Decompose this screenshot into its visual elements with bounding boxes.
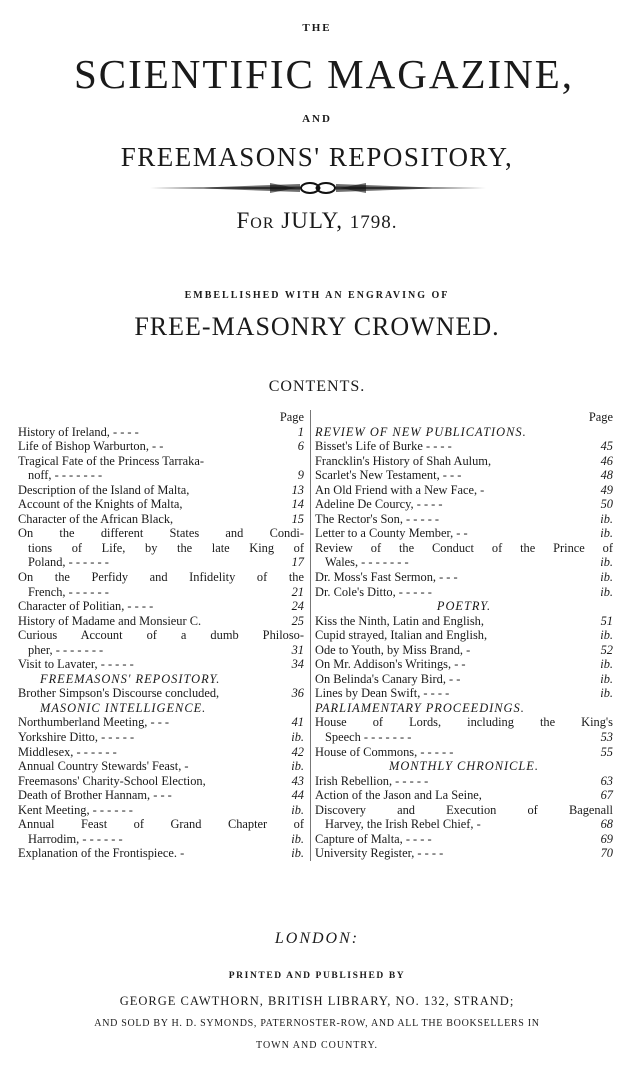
contents-entry (18, 439, 304, 454)
entry-page-number: ib. (600, 526, 613, 541)
entry-page-number: 24 (291, 599, 304, 614)
entry-title: Bisset's Life of Burke - - - - (315, 439, 452, 454)
entry-page-number: 1 (297, 424, 304, 439)
entry-page-number: 67 (600, 788, 613, 803)
entry-title: Francklin's History of Shah Aulum, (315, 453, 492, 468)
contents-entry (18, 483, 304, 498)
contents-entry (315, 745, 613, 760)
entry-title: Action of the Jason and La Seine, (315, 788, 482, 803)
contents-entry (18, 715, 304, 730)
contents-entry-line: On the different States and Condi- (18, 526, 304, 541)
page-column-label: Page (588, 410, 613, 424)
contents-entry (18, 730, 304, 745)
contents-entry-line: Annual Feast of Grand Chapter of (18, 817, 304, 832)
entry-title: History of Madame and Monsieur C. (18, 613, 202, 628)
entry-page-number: 68 (600, 817, 613, 832)
entry-page-number: ib. (600, 555, 613, 570)
contents-entry (18, 555, 304, 570)
contents-section-heading: POETRY. (436, 599, 492, 614)
contents-entry (18, 846, 304, 861)
entry-title: Dr. Moss's Fast Sermon, - - - (315, 570, 458, 585)
contents-entry (315, 585, 613, 600)
contents-right-column (310, 410, 613, 861)
entry-title: noff, - - - - - - - (28, 468, 103, 483)
entry-title: pher, - - - - - - - (28, 642, 104, 657)
entry-title: Cupid strayed, Italian and English, (315, 628, 488, 643)
issue-date (0, 208, 634, 236)
entry-page-number: ib. (600, 686, 613, 701)
entry-page-number: 31 (291, 642, 304, 657)
contents-entry (18, 468, 304, 483)
imprint-sold-by: AND SOLD BY H. D. SYMONDS, PATERNOSTER-ROW, AND ALL THE BOOKSELLERS IN (94, 1018, 540, 1029)
entry-page-number: 50 (600, 497, 613, 512)
contents-section-heading: PARLIAMENTARY PROCEEDINGS. (315, 700, 525, 715)
entry-title: Northumberland Meeting, - - - (18, 715, 170, 730)
entry-title: On Belinda's Canary Bird, - - (315, 671, 461, 686)
entry-title: Ode to Youth, by Miss Brand, - (315, 642, 471, 657)
entry-page-number: 69 (600, 831, 613, 846)
contents-entry-line: Curious Account of a dumb Philoso- (18, 628, 304, 643)
entry-title: Harrodim, - - - - - - (28, 831, 123, 846)
conjunction-and: AND (302, 113, 332, 125)
embellished-line: EMBELLISHED WITH AN ENGRAVING OF (184, 290, 450, 301)
entry-title: An Old Friend with a New Face, - (315, 482, 485, 497)
entry-page-number: 49 (600, 482, 613, 497)
contents-entry (315, 614, 613, 629)
entry-title: Account of the Knights of Malta, (18, 497, 183, 512)
entry-title: Lines by Dean Swift, - - - - (315, 686, 450, 701)
contents-entry (18, 585, 304, 600)
contents-entry-line: Tragical Fate of the Princess Tarraka- (18, 453, 204, 468)
contents-entry (18, 759, 304, 774)
contents-section-heading: MASONIC INTELLIGENCE. (40, 700, 207, 715)
entry-title: Life of Bishop Warburton, - - (18, 439, 164, 454)
entry-title: Description of the Island of Malta, (18, 482, 190, 497)
contents-entry (315, 454, 613, 469)
contents-entry (315, 526, 613, 541)
entry-title: Wales, - - - - - - - (325, 555, 409, 570)
contents-heading: CONTENTS. (268, 378, 366, 395)
magazine-title: SCIENTIFIC MAGAZINE, (73, 51, 575, 97)
entry-title: On Mr. Addison's Writings, - - (315, 657, 466, 672)
contents-entry-line: Discovery and Execution of Bagenall (315, 802, 613, 817)
entry-page-number: ib. (291, 802, 304, 817)
entry-title: Annual Country Stewards' Feast, - (18, 759, 189, 774)
entry-page-number: ib. (291, 730, 304, 745)
contents-entry (315, 817, 613, 832)
contents-entry (315, 468, 613, 483)
entry-page-number: 17 (291, 555, 304, 570)
entry-page-number: 21 (291, 584, 304, 599)
contents-entry (18, 832, 304, 847)
entry-page-number: 36 (291, 686, 304, 701)
date-year: 1798. (349, 212, 398, 233)
entry-title: Freemasons' Charity-School Election, (18, 773, 206, 788)
contents-entry (315, 555, 613, 570)
entry-title: Scarlet's New Testament, - - - (315, 468, 462, 483)
contents-entry (315, 497, 613, 512)
entry-title: Death of Brother Hannam, - - - (18, 788, 172, 803)
entry-title: Visit to Lavater, - - - - - (18, 657, 134, 672)
entry-page-number: 52 (600, 642, 613, 657)
entry-title: University Register, - - - - (315, 846, 444, 861)
contents-entry (315, 686, 613, 701)
contents-entry (315, 788, 613, 803)
entry-page-number: ib. (600, 570, 613, 585)
entry-page-number: 70 (600, 846, 613, 861)
entry-page-number: 51 (600, 613, 613, 628)
entry-page-number: 13 (291, 482, 304, 497)
entry-page-number: ib. (600, 584, 613, 599)
contents-entry (18, 803, 304, 818)
entry-page-number: 15 (291, 511, 304, 526)
contents-entry-line: House of Lords, including the King's (315, 715, 613, 730)
contents-entry (18, 686, 304, 701)
contents-entry (18, 657, 304, 672)
entry-page-number: 43 (291, 773, 304, 788)
contents-entry (18, 643, 304, 658)
contents-entry (315, 774, 613, 789)
entry-page-number: ib. (600, 628, 613, 643)
entry-title: History of Ireland, - - - - (18, 424, 139, 439)
entry-page-number: 42 (291, 744, 304, 759)
entry-title: Dr. Cole's Ditto, - - - - - (315, 584, 432, 599)
entry-page-number: ib. (291, 846, 304, 861)
entry-title: Yorkshire Ditto, - - - - - (18, 730, 135, 745)
entry-page-number: 34 (291, 657, 304, 672)
entry-title: Brother Simpson's Discourse concluded, (18, 686, 220, 701)
contents-entry-line: Review of the Conduct of the Prince of (315, 540, 613, 555)
magazine-subtitle: FREEMASONS' REPOSITORY, (120, 142, 514, 172)
imprint-publisher: GEORGE CAWTHORN, BRITISH LIBRARY, NO. 132, STRAND; (119, 994, 515, 1008)
contents-entry (18, 497, 304, 512)
entry-page-number: ib. (291, 831, 304, 846)
entry-title: Explanation of the Frontispiece. - (18, 846, 185, 861)
entry-page-number: 45 (600, 439, 613, 454)
entry-title: Character of Politian, - - - - (18, 599, 154, 614)
contents-entry (315, 730, 613, 745)
engraving-title: FREE-MASONRY CROWNED. (134, 312, 500, 341)
page-column-label: Page (279, 410, 304, 424)
date-prefix: For (236, 208, 275, 233)
entry-page-number: ib. (600, 671, 613, 686)
contents-entry (315, 483, 613, 498)
entry-title: The Rector's Son, - - - - - (315, 511, 440, 526)
entry-page-number: 44 (291, 788, 304, 803)
contents-entry (315, 628, 613, 643)
contents-entry (315, 643, 613, 658)
entry-page-number: 41 (291, 715, 304, 730)
entry-page-number: 6 (297, 439, 304, 454)
contents-entry (18, 774, 304, 789)
entry-page-number: 14 (291, 497, 304, 512)
contents-entry (315, 657, 613, 672)
entry-title: Poland, - - - - - - (28, 555, 109, 570)
entry-page-number: 46 (600, 453, 613, 468)
contents-entry (315, 832, 613, 847)
contents-entry (315, 439, 613, 454)
entry-title: Speech - - - - - - - (325, 730, 412, 745)
contents-entry (18, 745, 304, 760)
entry-title: Adeline De Courcy, - - - - (315, 497, 443, 512)
contents-entry (18, 599, 304, 614)
contents-entry (18, 788, 304, 803)
contents-entry (18, 614, 304, 629)
imprint-printed-by: PRINTED AND PUBLISHED BY (228, 971, 406, 981)
imprint-town-country: TOWN AND COUNTRY. (256, 1040, 378, 1051)
entry-page-number: ib. (600, 657, 613, 672)
entry-title: House of Commons, - - - - - (315, 744, 454, 759)
entry-title: Irish Rebellion, - - - - - (315, 773, 429, 788)
contents-entry (315, 846, 613, 861)
entry-title: Middlesex, - - - - - - (18, 744, 117, 759)
entry-page-number: 55 (600, 744, 613, 759)
contents-section-heading: FREEMASONS' REPOSITORY. (40, 671, 221, 686)
contents-entry (315, 512, 613, 527)
decorative-rule-ornament (150, 180, 486, 196)
entry-title: Harvey, the Irish Rebel Chief, - (325, 817, 481, 832)
contents-entry-line: On the Perfidy and Infidelity of the (18, 570, 304, 585)
entry-page-number: 63 (600, 773, 613, 788)
entry-page-number: 48 (600, 468, 613, 483)
entry-title: French, - - - - - - (28, 584, 109, 599)
entry-title: Letter to a County Member, - - (315, 526, 468, 541)
contents-section-heading: REVIEW OF NEW PUBLICATIONS. (315, 424, 527, 439)
imprint-city: LONDON: (274, 930, 360, 947)
entry-page-number: 25 (291, 613, 304, 628)
entry-page-number: ib. (291, 759, 304, 774)
contents-left-column (18, 410, 304, 861)
contents-section-heading: MONTHLY CHRONICLE. (389, 759, 539, 774)
entry-title: Capture of Malta, - - - - (315, 831, 432, 846)
entry-page-number: 53 (600, 730, 613, 745)
contents-entry (18, 425, 304, 440)
entry-title: Kiss the Ninth, Latin and English, (315, 613, 484, 628)
contents-entry (315, 672, 613, 687)
entry-title: Kent Meeting, - - - - - - (18, 802, 133, 817)
entry-page-number: 9 (297, 468, 304, 483)
entry-title: Character of the African Black, (18, 511, 174, 526)
contents-entry (18, 512, 304, 527)
contents-entry-line: tions of Life, by the late King of (28, 540, 304, 555)
entry-page-number: ib. (600, 511, 613, 526)
article-the: THE (302, 22, 332, 34)
contents-entry (315, 570, 613, 585)
date-month: JULY, (281, 208, 343, 233)
